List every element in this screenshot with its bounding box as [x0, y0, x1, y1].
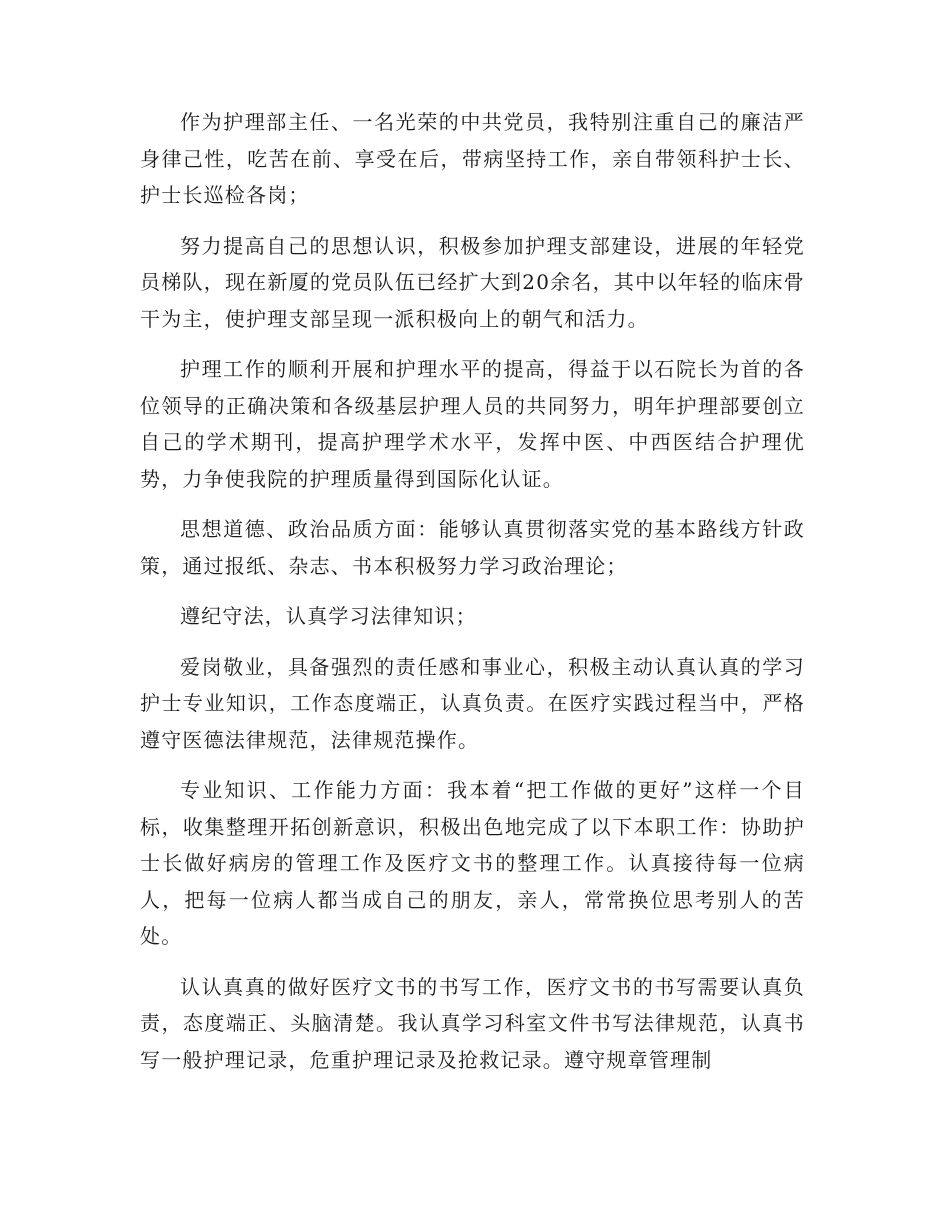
- paragraph-2: 努力提高自己的思想认识，积极参加护理支部建设，进展的年轻党员梯队，现在新厦的党员队伍已经扩大到20余名，其中以年轻的临床骨干为主，使护理支部呈现一派积极向上的朝气和活力。: [140, 233, 805, 331]
- paragraph-1: 作为护理部主任、一名光荣的中共党员，我特别注重自己的廉洁严身律己性，吃苦在前、享受在后，带病坚持工作，亲自带领科护士长、护士长巡检各岗；: [140, 110, 805, 207]
- paragraph-3: 护理工作的顺利开展和护理水平的提高，得益于以石院长为首的各位领导的正确决策和各级基层护理人员的共同努力，明年护理部要创立自己的学术期刊，提高护理学术水平，发挥中医、中西医结合护理优势，力争使我院的护理质量得到国际化认证。: [140, 357, 805, 491]
- paragraph-8: 认认真真的做好医疗文书的书写工作，医疗文书的书写需要认真负责，态度端正、头脑清楚。我认真学习科室文件书写法律规范，认真书写一般护理记录，危重护理记录及抢救记录。遵守规章管理制: [140, 974, 805, 1072]
- paragraph-5: 遵纪守法，认真学习法律知识；: [180, 604, 477, 628]
- document-body: [140, 104, 805, 1092]
- paragraph-6: 爱岗敬业，具备强烈的责任感和事业心，积极主动认真认真的学习护士专业知识，工作态度端正，认真负责。在医疗实践过程当中，严格遵守医德法律规范，法律规范操作。: [140, 654, 805, 752]
- paragraph-7: 专业知识、工作能力方面：我本着“把工作做的更好”这样一个目标，收集整理开拓创新意识，积极出色地完成了以下本职工作：协助护士长做好病房的管理工作及医疗文书的整理工作。认真接待每一位病人，把每一位病人都当成自己的朋友，亲人，常常换位思考别人的苦处。: [140, 778, 805, 948]
- paragraph-4: 思想道德、政治品质方面：能够认真贯彻落实党的基本路线方针政策，通过报纸、杂志、书本积极努力学习政治理论；: [140, 517, 805, 578]
